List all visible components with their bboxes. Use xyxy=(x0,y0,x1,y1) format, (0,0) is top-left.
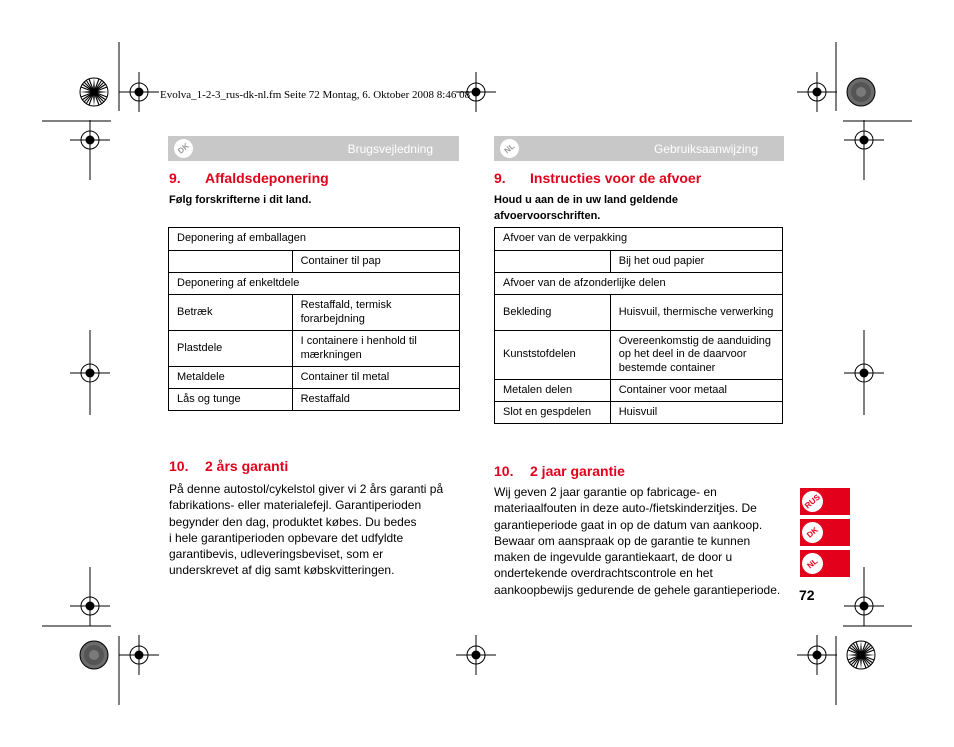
table-cell: Container voor metaal xyxy=(610,380,782,402)
table-row xyxy=(495,295,783,331)
table-cell xyxy=(495,251,611,273)
table-cell: Bij het oud papier xyxy=(610,251,782,273)
text-line: Bewaar om aanspraak op de garantie te kunnen xyxy=(494,533,751,548)
section-10-heading xyxy=(494,463,625,479)
section-number: 10. xyxy=(494,463,514,479)
table-row xyxy=(169,251,460,273)
section-9-heading xyxy=(494,170,701,186)
lang-tag: NL xyxy=(798,549,828,579)
section-title: 2 års garanti xyxy=(205,458,289,474)
table-cell: Restaffald xyxy=(292,389,459,411)
table-cell: Container til metal xyxy=(292,367,459,389)
table-row xyxy=(495,228,783,251)
table-row xyxy=(495,380,783,402)
table-cell: Afvoer van de verpakking xyxy=(495,228,783,251)
side-tab-rus xyxy=(800,488,850,515)
section-9-heading xyxy=(169,170,329,186)
section-10-body xyxy=(494,484,780,598)
section-10-heading xyxy=(169,458,288,474)
file-slug: Evolva_1-2-3_rus-dk-nl.fm Seite 72 Montag, 6. Oktober 2008 8:46 08 xyxy=(160,89,471,101)
lang-tag-dk: DK xyxy=(170,135,197,162)
table-cell: Deponering af enkeltdele xyxy=(169,273,460,295)
text-line: aankoopbewijs gedurende de gehele garantieperiode. xyxy=(494,582,781,597)
table-cell: Huisvuil, thermische verwerking xyxy=(610,295,782,331)
lang-tag: DK xyxy=(798,518,828,548)
table-row xyxy=(169,228,460,251)
section-9-lead: Følg forskrifterne i dit land. xyxy=(169,194,312,206)
section-number: 10. xyxy=(169,458,189,474)
section-title: Affaldsdeponering xyxy=(205,170,329,186)
text-line: På denne autostol/cykelstol giver vi 2 års garanti på xyxy=(169,482,444,496)
table-cell: Overeenkomstig de aanduiding op het deel in de daarvoor bestemde container xyxy=(610,331,782,380)
side-tab-dk xyxy=(800,519,850,546)
table-row xyxy=(495,251,783,273)
lang-tag: RUS xyxy=(798,487,828,517)
text-line: Wij geven 2 jaar garantie op fabricage- en xyxy=(494,485,717,499)
table-cell: Container til pap xyxy=(292,251,459,273)
table-row xyxy=(495,331,783,380)
side-tab-nl xyxy=(800,550,850,577)
table-cell xyxy=(169,251,293,273)
text-line: underskrevet af dig samt købskvitteringen. xyxy=(169,563,395,578)
table-row xyxy=(169,389,460,411)
table-row xyxy=(169,331,460,367)
table-cell: I containere i henhold til mærkningen xyxy=(292,331,459,367)
table-cell: Restaffald, termisk forarbejdning xyxy=(292,295,459,331)
text-line: afvoervoorschriften. xyxy=(494,210,601,222)
header-title: Brugsvejledning xyxy=(347,142,433,156)
disposal-table xyxy=(494,227,783,424)
header-bar-left xyxy=(168,136,459,161)
text-line: garantieperiode gaat in op de datum van aankoop. xyxy=(494,517,763,532)
section-title: 2 jaar garantie xyxy=(530,463,625,479)
table-cell: Lås og tunge xyxy=(169,389,293,411)
table-cell: Plastdele xyxy=(169,331,293,367)
table-cell: Bekleding xyxy=(495,295,611,331)
header-title: Gebruiksaanwijzing xyxy=(653,142,758,156)
text-line: fabrikations- eller materialefejl. Garantiperioden xyxy=(169,498,422,513)
table-cell: Slot en gespdelen xyxy=(495,402,611,424)
disposal-table xyxy=(168,227,460,411)
section-10-body xyxy=(169,481,443,579)
table-row xyxy=(169,367,460,389)
text-line: ondertekende overdrachtscontrole en het xyxy=(494,566,713,581)
table-row xyxy=(495,273,783,295)
text-line: maken de ingevulde garantiekaart, de door u xyxy=(494,550,733,565)
section-title: Instructies voor de afvoer xyxy=(530,170,702,186)
table-row xyxy=(169,273,460,295)
section-number: 9. xyxy=(169,170,181,186)
table-row xyxy=(169,295,460,331)
table-cell: Kunststofdelen xyxy=(495,331,611,380)
text-line: materiaalfouten in deze auto-/fietskinderzitjes. De xyxy=(494,501,757,516)
text-line: i hele garantiperioden opbevare det udfyldte xyxy=(169,530,404,545)
text-line: Houd u aan de in uw land geldende xyxy=(494,194,678,206)
section-9-lead xyxy=(494,192,678,224)
table-row xyxy=(495,402,783,424)
section-number: 9. xyxy=(494,170,506,186)
table-cell: Metaldele xyxy=(169,367,293,389)
lang-tag-nl: NL xyxy=(496,135,523,162)
table-cell: Deponering af emballagen xyxy=(169,228,460,251)
page-number: 72 xyxy=(799,587,815,603)
table-cell: Betræk xyxy=(169,295,293,331)
text-line: garantibevis, udleveringsbeviset, som er xyxy=(169,547,384,562)
header-bar-right xyxy=(494,136,784,161)
table-cell: Huisvuil xyxy=(610,402,782,424)
table-cell: Metalen delen xyxy=(495,380,611,402)
text-line: begynder den dag, produktet købes. Du bedes xyxy=(169,514,417,529)
table-cell: Afvoer van de afzonderlijke delen xyxy=(495,273,783,295)
